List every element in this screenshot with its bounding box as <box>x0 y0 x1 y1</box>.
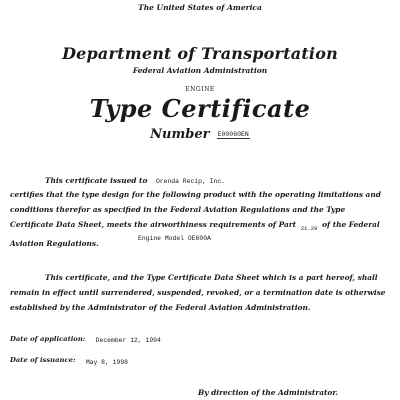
direction-line: By direction of the Administrator. <box>198 388 339 397</box>
paragraph-line: Aviation Regulations. <box>10 239 99 248</box>
department-heading: Department of Transportation <box>62 44 338 63</box>
paragraph-line: remain in effect until surrendered, suspended, revoked, or a termination date is otherwise <box>10 288 386 297</box>
certificate-category: ENGINE <box>185 86 215 93</box>
issued-to-label: This certificate issued to <box>45 176 148 185</box>
paragraph-text: of the Federal <box>322 220 380 229</box>
paragraph-line: conditions therefor as specified in the Federal Aviation Regulations and the Type <box>10 205 346 214</box>
paragraph-line <box>10 217 392 236</box>
issuance-date-label: Date of issuance: <box>10 356 76 364</box>
part-number-value: 21.29 <box>300 225 318 232</box>
certificate-number-row <box>0 127 400 142</box>
application-date-label: Date of application: <box>10 335 86 343</box>
country-heading: The United States of America <box>138 3 262 12</box>
validity-paragraph <box>10 270 386 315</box>
application-date-value: December 12, 1994 <box>95 337 161 344</box>
administration-heading: Federal Aviation Administration <box>132 66 268 75</box>
paragraph-line: established by the Administrator of the Federal Aviation Administration. <box>10 303 311 312</box>
issued-to-value: Orenda Recip, Inc. <box>155 178 225 185</box>
paragraph-line: This certificate, and the Type Certificate Data Sheet which is a part hereof, shall <box>45 273 378 282</box>
paragraph-text: Certificate Data Sheet, meets the airworthiness requirements of Part <box>10 220 297 229</box>
issuance-date-value: May 8, 1998 <box>85 359 129 366</box>
number-label: Number <box>150 127 210 142</box>
engine-model: Engine Model OE600A <box>138 235 211 242</box>
paragraph-line: certifies that the type design for the following product with the operating limitations and <box>10 190 381 199</box>
certificate-title: Type Certificate <box>89 94 311 123</box>
application-date-row <box>10 332 161 347</box>
issuance-date-row <box>10 353 128 368</box>
certificate-number: E00060EN <box>217 131 249 138</box>
